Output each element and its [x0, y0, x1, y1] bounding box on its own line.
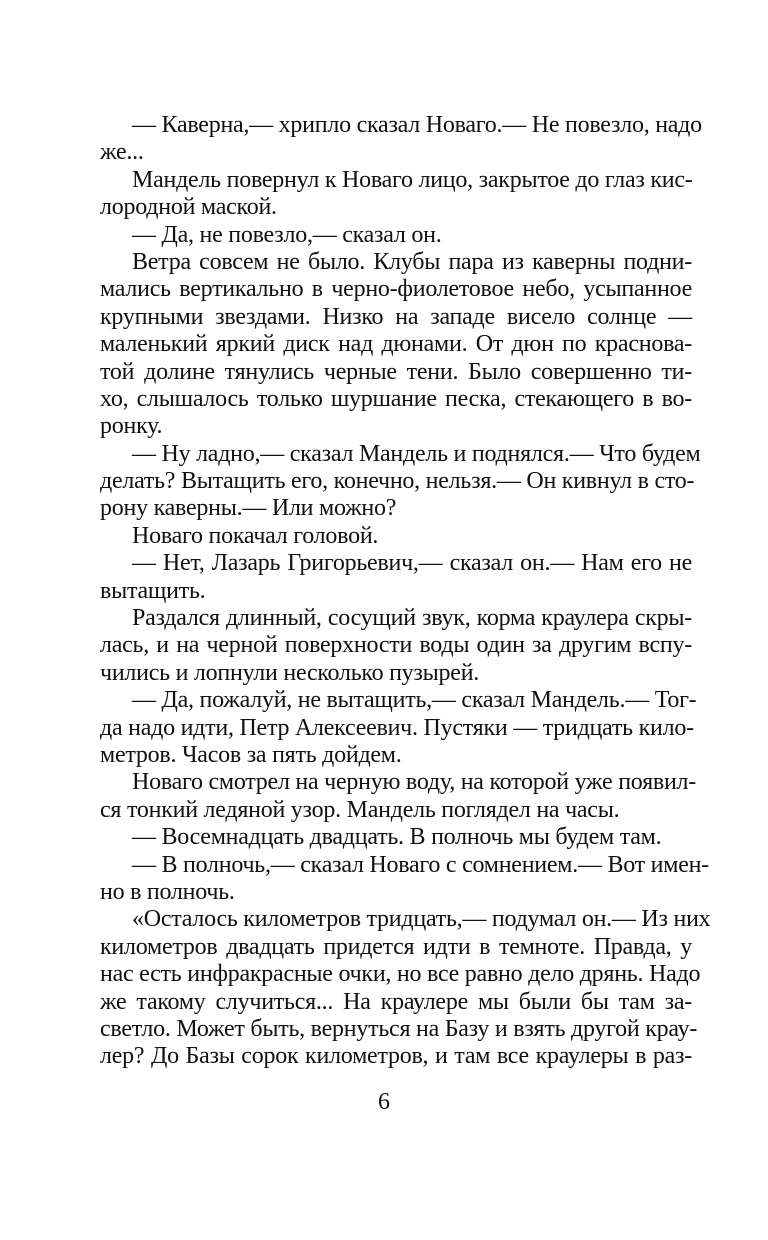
text-line: да надо идти, Петр Алексеевич. Пустяки — тридцать кило- [100, 714, 694, 741]
text-line: — Восемнадцать двадцать. В полночь мы будем там. [132, 824, 662, 851]
text-line: — В полночь,— сказал Новаго с сомнением.— Вот имен- [132, 851, 709, 878]
text-line: — Ну ладно,— сказал Мандель и поднялся.— Что будем [132, 440, 701, 467]
text-line: ронку. [100, 413, 163, 440]
text-line: той долине тянулись черные тени. Было совершенно ти- [100, 358, 692, 385]
text-line: ся тонкий ледяной узор. Мандель поглядел на часы. [100, 796, 620, 823]
text-line: вытащить. [100, 577, 206, 604]
text-line: — Да, пожалуй, не вытащить,— сказал Мандель.— Тог- [132, 687, 697, 714]
text-line: лер? До Базы сорок километров, и там все краулеры в раз- [100, 1043, 692, 1070]
text-line: рону каверны.— Или можно? [100, 495, 397, 522]
text-line: Новаго покачал головой. [132, 522, 379, 549]
text-line: чились и лопнули несколько пузырей. [100, 659, 480, 686]
text-line: нас есть инфракрасные очки, но все равно дело дрянь. Надо [100, 961, 701, 988]
text-line: маленький яркий диск над дюнами. От дюн по краснова- [100, 331, 692, 358]
text-line: лась, и на черной поверхности воды один за другим вспу- [100, 632, 692, 659]
text-line: — Нет, Лазарь Григорьевич,— сказал он.— Нам его не [132, 550, 692, 577]
text-line: «Осталось километров тридцать,— подумал он.— Из них [132, 906, 711, 933]
text-line: метров. Часов за пять дойдем. [100, 741, 402, 768]
text-line: Мандель повернул к Новаго лицо, закрытое до глаз кис- [132, 166, 693, 193]
text-line: же... [100, 139, 144, 166]
text-line: километров двадцать придется идти в темноте. Правда, у [100, 933, 692, 960]
text-line: Ветра совсем не было. Клубы пара из каверны подни- [132, 248, 692, 275]
text-line: мались вертикально в черно-фиолетовое небо, усыпанное [100, 276, 692, 303]
text-line: Новаго смотрел на черную воду, на которой уже появил- [132, 769, 697, 796]
text-line: же такому случиться... На краулере мы были бы там за- [100, 988, 692, 1015]
text-line: — Каверна,— хрипло сказал Новаго.— Не повезло, надо [132, 112, 702, 138]
page-text-body [100, 112, 711, 1071]
text-line: хо, слышалось только шуршание песка, стекающего в во- [100, 385, 692, 412]
text-line: лородной маской. [100, 194, 277, 221]
text-line: — Да, не повезло,— сказал он. [132, 221, 442, 248]
text-line: Раздался длинный, сосущий звук, корма краулера скры- [132, 605, 692, 632]
text-line: делать? Вытащить его, конечно, нельзя.— Он кивнул в сто- [100, 468, 695, 495]
text-line: но в полночь. [100, 878, 235, 905]
text-line: крупными звездами. Низко на западе висело солнце — [100, 303, 692, 330]
page-number: 6 [378, 1089, 390, 1115]
text-line: светло. Может быть, вернуться на Базу и взять другой крау- [100, 1015, 698, 1042]
